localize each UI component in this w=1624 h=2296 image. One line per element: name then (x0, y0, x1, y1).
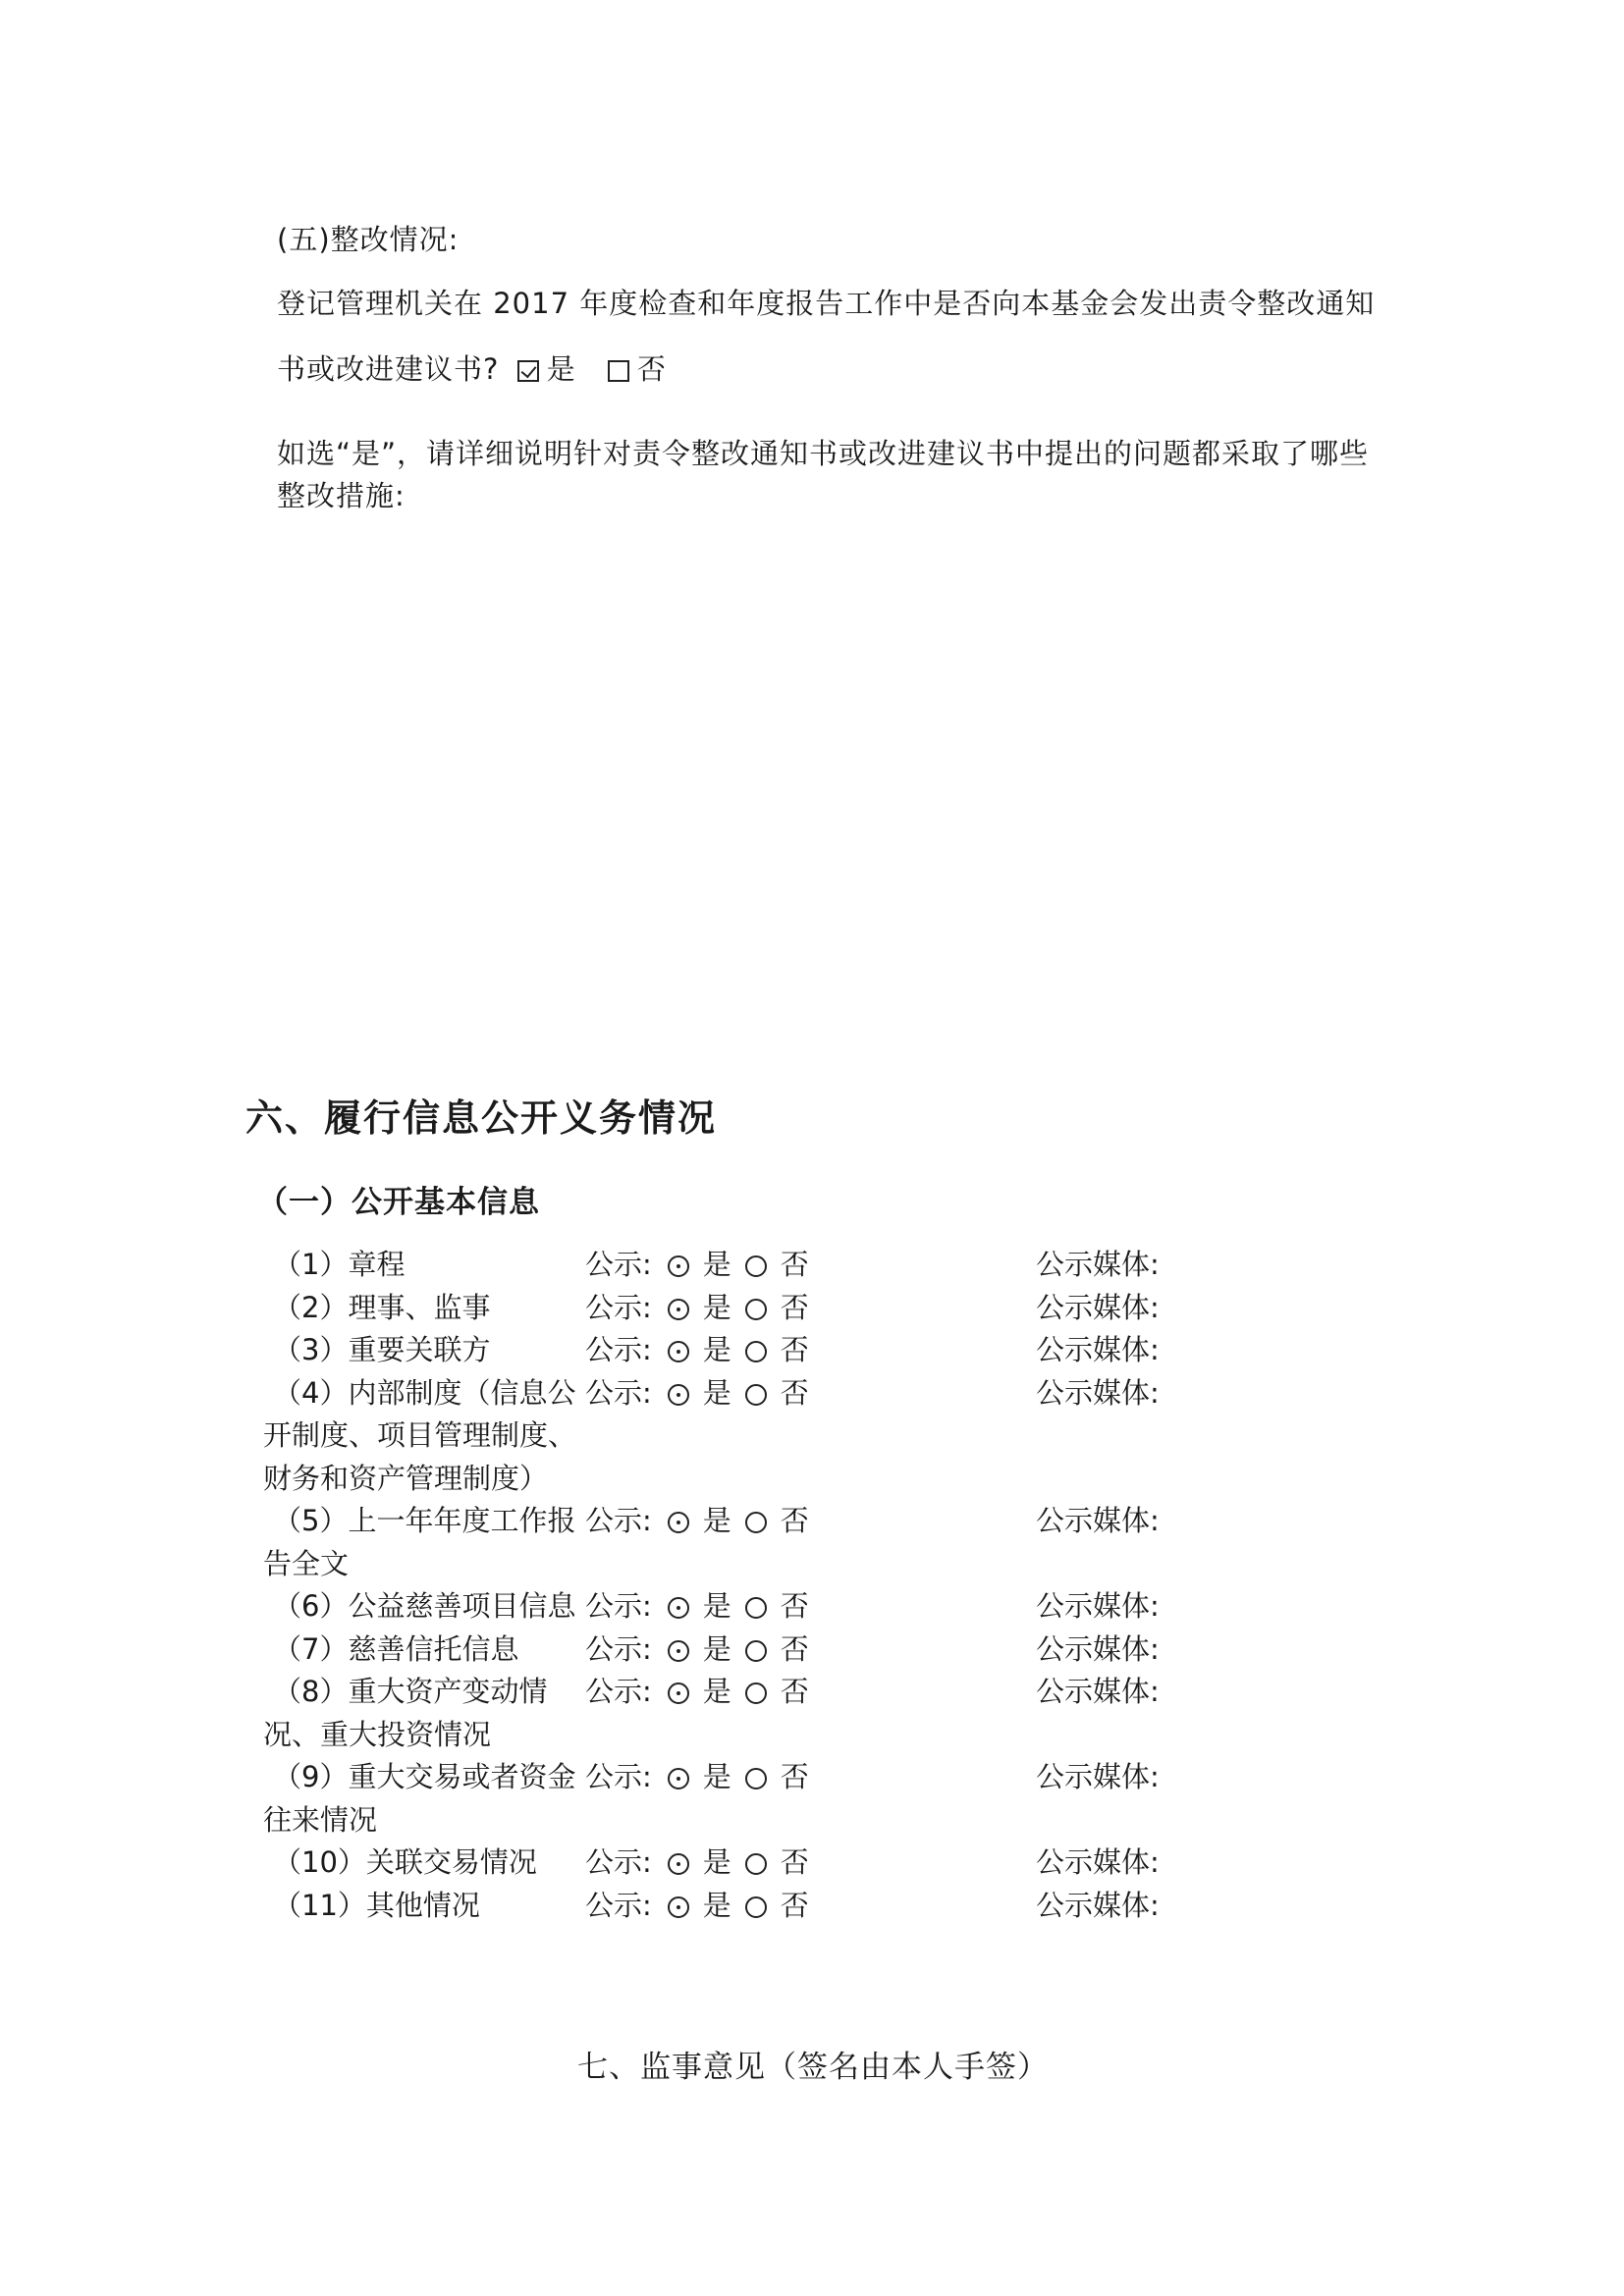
no-radio-label: 否 (780, 1290, 809, 1324)
yes-radio[interactable] (668, 1896, 689, 1918)
yes-radio-label: 是 (702, 1504, 731, 1537)
media-label: 公示媒体: (1036, 1888, 1160, 1922)
section5-heading: (五)整改情况: (277, 223, 460, 256)
yes-radio-label: 是 (702, 1760, 731, 1793)
disclosure-item-label: （9）重大交易或者资金 (273, 1760, 576, 1793)
yes-radio[interactable] (668, 1853, 689, 1875)
disclosure-options (585, 1755, 809, 1795)
yes-radio-label: 是 (702, 1290, 731, 1324)
public-label: 公示: (585, 1760, 652, 1793)
media-label: 公示媒体: (1036, 1760, 1160, 1793)
public-label: 公示: (585, 1248, 652, 1281)
yes-radio-label: 是 (702, 1375, 731, 1410)
no-radio[interactable] (745, 1853, 767, 1875)
disclosure-item-label: （11）其他情况 (273, 1888, 480, 1922)
media-label: 公示媒体: (1036, 1248, 1160, 1281)
no-radio[interactable] (745, 1255, 767, 1277)
media-label: 公示媒体: (1036, 1290, 1160, 1324)
disclosure-item-label: 往来情况 (263, 1802, 378, 1837)
media-label: 公示媒体: (1036, 1375, 1160, 1410)
no-radio[interactable] (745, 1384, 767, 1406)
public-label: 公示: (585, 1631, 652, 1666)
disclosure-item-label: （8）重大资产变动情 (273, 1675, 548, 1708)
yes-checkbox[interactable] (517, 360, 539, 382)
disclosure-item-label: （7）慈善信托信息 (273, 1631, 519, 1666)
no-radio-label: 否 (780, 1504, 809, 1537)
yes-radio[interactable] (668, 1255, 689, 1277)
no-radio-label: 否 (780, 1675, 809, 1708)
followup-line1: 如选“是”，请详细说明针对责令整改通知书或改进建议书中提出的问题都采取了哪些 (277, 437, 1370, 470)
yes-radio[interactable] (668, 1341, 689, 1362)
no-radio-label: 否 (780, 1631, 809, 1666)
yes-radio[interactable] (668, 1768, 689, 1789)
no-radio[interactable] (745, 1512, 767, 1533)
disclosure-item-label: （4）内部制度（信息公 (273, 1375, 576, 1410)
public-label: 公示: (585, 1333, 652, 1366)
disclosure-item-label: 财务和资产管理制度） (263, 1461, 549, 1495)
yes-radio[interactable] (668, 1512, 689, 1533)
no-radio-label: 否 (780, 1375, 809, 1410)
disclosure-options (585, 1628, 809, 1668)
no-radio[interactable] (745, 1896, 767, 1918)
disclosure-options (585, 1371, 809, 1412)
yes-radio[interactable] (668, 1682, 689, 1704)
yes-checkbox-label: 是 (546, 352, 576, 386)
yes-radio[interactable] (668, 1384, 689, 1406)
disclosure-item-label: 况、重大投资情况 (263, 1717, 492, 1751)
no-checkbox-label: 否 (636, 352, 667, 386)
media-label: 公示媒体: (1036, 1845, 1160, 1879)
disclosure-item-label: （5）上一年年度工作报 (273, 1504, 576, 1537)
media-label: 公示媒体: (1036, 1675, 1160, 1708)
media-label: 公示媒体: (1036, 1504, 1160, 1537)
public-label: 公示: (585, 1589, 652, 1623)
public-label: 公示: (585, 1375, 652, 1410)
no-radio-label: 否 (780, 1888, 809, 1922)
disclosure-item-label: （10）关联交易情况 (273, 1845, 537, 1879)
public-label: 公示: (585, 1888, 652, 1922)
yes-radio[interactable] (668, 1299, 689, 1320)
disclosure-options (585, 1328, 809, 1368)
rectification-question-line2 (277, 347, 667, 388)
disclosure-item-label: 开制度、项目管理制度、 (263, 1418, 577, 1452)
media-label: 公示媒体: (1036, 1333, 1160, 1366)
no-radio[interactable] (745, 1299, 767, 1320)
yes-radio-label: 是 (702, 1631, 731, 1666)
disclosure-options (585, 1243, 809, 1283)
disclosure-options (585, 1286, 809, 1326)
yes-radio-label: 是 (702, 1248, 731, 1281)
no-radio-label: 否 (780, 1760, 809, 1793)
yes-radio-label: 是 (702, 1888, 731, 1922)
no-radio[interactable] (745, 1682, 767, 1704)
no-checkbox[interactable] (608, 360, 629, 382)
no-radio[interactable] (745, 1768, 767, 1789)
yes-radio-label: 是 (702, 1589, 731, 1623)
no-radio[interactable] (745, 1341, 767, 1362)
disclosure-item-label: 告全文 (263, 1546, 350, 1580)
no-radio-label: 否 (780, 1589, 809, 1623)
no-radio-label: 否 (780, 1845, 809, 1879)
no-radio-label: 否 (780, 1248, 809, 1281)
disclosure-options (585, 1884, 809, 1924)
disclosure-item-label: （3）重要关联方 (273, 1333, 491, 1366)
rectification-question-line1: 登记管理机关在 2017 年度检查和年度报告工作中是否向本基金会发出责令整改通知 (277, 287, 1376, 320)
no-radio[interactable] (745, 1597, 767, 1619)
yes-radio-label: 是 (702, 1845, 731, 1879)
followup-line2: 整改措施: (277, 479, 406, 512)
no-radio[interactable] (745, 1640, 767, 1662)
yes-radio[interactable] (668, 1640, 689, 1662)
section6-title: 六、履行信息公开义务情况 (245, 1096, 718, 1140)
yes-radio-label: 是 (702, 1675, 731, 1708)
public-label: 公示: (585, 1675, 652, 1708)
disclosure-item-label: （6）公益慈善项目信息 (273, 1589, 576, 1623)
no-radio-label: 否 (780, 1333, 809, 1366)
media-label: 公示媒体: (1036, 1589, 1160, 1623)
media-label: 公示媒体: (1036, 1631, 1160, 1666)
public-label: 公示: (585, 1845, 652, 1879)
section6-subtitle: （一）公开基本信息 (257, 1185, 540, 1220)
rectification-question-text: 书或改进建议书? (277, 352, 500, 386)
yes-radio-label: 是 (702, 1333, 731, 1366)
disclosure-item-label: （2）理事、监事 (273, 1290, 491, 1324)
disclosure-options (585, 1841, 809, 1881)
disclosure-item-label: （1）章程 (273, 1248, 406, 1281)
section7-title: 七、监事意见（签名由本人手签） (577, 2050, 1049, 2085)
yes-radio[interactable] (668, 1597, 689, 1619)
public-label: 公示: (585, 1290, 652, 1324)
disclosure-options (585, 1499, 809, 1539)
public-label: 公示: (585, 1504, 652, 1537)
disclosure-options (585, 1670, 809, 1710)
disclosure-options (585, 1584, 809, 1625)
